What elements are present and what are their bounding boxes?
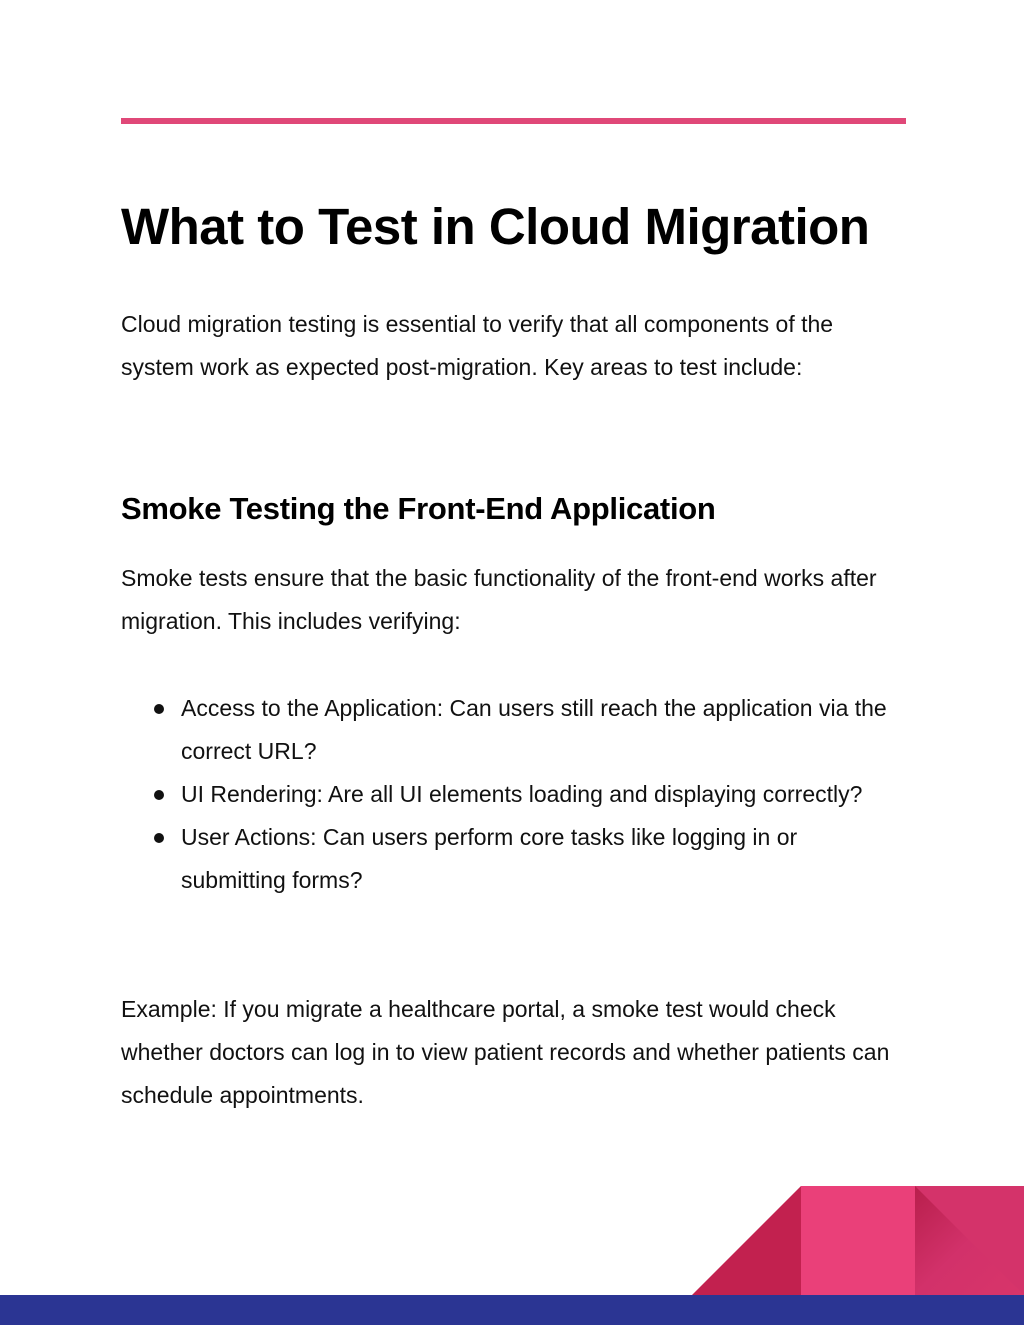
list-item-text: User Actions: Can users perform core tasks like logging in or submitting forms? <box>181 824 798 893</box>
corner-block-right <box>915 1186 1024 1295</box>
example-paragraph: Example: If you migrate a healthcare portal, a smoke test would check whether doctors can log in to view patient records and whether patients can schedule appointments. <box>121 996 890 1108</box>
list-item <box>121 773 906 816</box>
list-item-text: UI Rendering: Are all UI elements loading and displaying correctly? <box>181 781 863 807</box>
section-heading: Smoke Testing the Front-End Application <box>121 491 716 526</box>
corner-block-middle <box>801 1186 915 1295</box>
intro-paragraph: Cloud migration testing is essential to verify that all components of the system work as expected post-migration. Key areas to test include: <box>121 311 834 380</box>
list-item <box>121 687 906 773</box>
corner-triangle-shade <box>915 1186 1024 1295</box>
footer-bar <box>0 1295 1024 1325</box>
bullet-dot-icon <box>154 790 164 800</box>
section-description: Smoke tests ensure that the basic functionality of the front-end works after migration. This includes verifying: <box>121 565 877 634</box>
top-accent-rule <box>121 118 906 124</box>
page-title: What to Test in Cloud Migration <box>121 198 870 255</box>
corner-triangle-left <box>692 1186 801 1295</box>
list-item <box>121 816 906 902</box>
bullet-list <box>121 687 906 902</box>
bullet-dot-icon <box>154 833 164 843</box>
bullet-dot-icon <box>154 704 164 714</box>
list-item-text: Access to the Application: Can users still reach the application via the correct URL? <box>181 695 887 764</box>
